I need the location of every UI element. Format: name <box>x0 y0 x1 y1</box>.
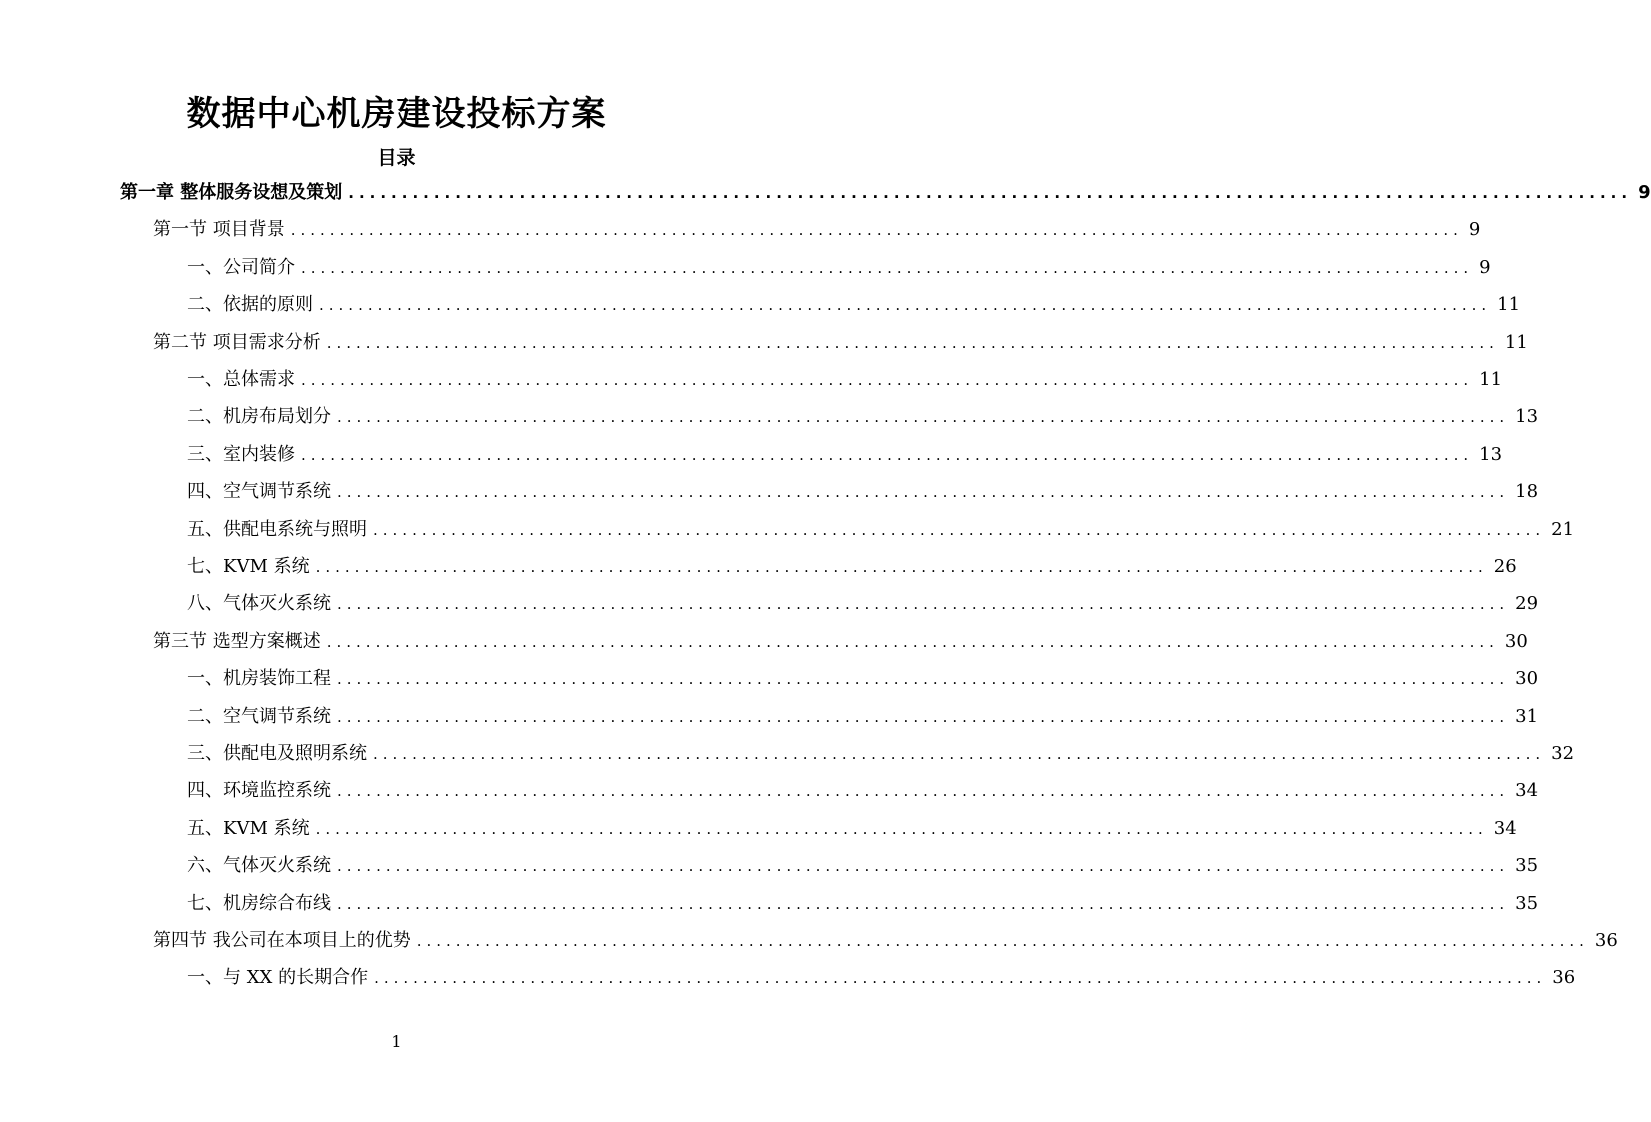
toc-dot-leader: ........................................................................................................................ <box>337 670 1510 689</box>
toc-dot-leader: ........................................................................................................................ <box>337 707 1510 726</box>
toc-entry[interactable] <box>187 552 1517 582</box>
toc-dot-leader: ........................................................................................................................ <box>319 296 1492 315</box>
toc-entry-title: 一、总体需求 <box>187 369 295 390</box>
toc-dot-leader: ........................................................................................................................ <box>337 408 1510 427</box>
toc-entry-page: 11 <box>1504 331 1528 353</box>
toc-entry[interactable] <box>153 926 1618 956</box>
page-number: 1 <box>391 1032 402 1051</box>
toc-entry-title: 八、气体灭火系统 <box>187 593 331 615</box>
toc-entry[interactable] <box>187 290 1521 320</box>
toc-dot-leader: ........................................................................................................................ <box>301 371 1474 389</box>
toc-entry-page: 32 <box>1551 743 1575 764</box>
toc-entry-title: 第二节 项目需求分析 <box>153 331 321 353</box>
toc-entry-title: 七、机房综合布线 <box>187 892 331 914</box>
toc-entry[interactable] <box>187 814 1517 844</box>
toc-entry-title: 四、环境监控系统 <box>187 780 331 802</box>
toc-entry-page: 11 <box>1479 369 1503 390</box>
toc-dot-leader: ........................................................................................................................ <box>326 632 1499 651</box>
toc-entry-page: 31 <box>1515 705 1539 727</box>
toc-entry-title: 一、与 XX 的长期合作 <box>187 967 369 989</box>
toc-dot-leader: ........................................................................................................................ <box>337 483 1510 502</box>
toc-entry-page: 9 <box>1468 219 1481 241</box>
toc-entry[interactable] <box>187 851 1539 881</box>
toc-entry[interactable] <box>187 889 1539 919</box>
toc-heading: 目录 <box>377 147 416 169</box>
toc-entry-title: 六、气体灭火系统 <box>187 855 331 877</box>
toc-entry[interactable] <box>187 963 1576 993</box>
document-title: 数据中心机房建设投标方案 <box>186 94 607 134</box>
toc-dot-leader: ........................................................................................................................ <box>373 745 1546 763</box>
toc-entry-title: 一、公司简介 <box>187 256 295 278</box>
toc-entry[interactable] <box>187 253 1491 283</box>
toc-entry[interactable] <box>187 515 1575 545</box>
toc-dot-leader: ........................................................................................................................ <box>337 782 1510 801</box>
toc-entry[interactable] <box>187 477 1539 507</box>
toc-entry-title: 第四节 我公司在本项目上的优势 <box>153 930 411 951</box>
toc-entry-title: 七、KVM 系统 <box>187 556 310 577</box>
toc-entry-title: 二、空气调节系统 <box>187 705 331 727</box>
toc-entry-page: 9 <box>1638 182 1651 203</box>
toc-entry-page: 36 <box>1552 967 1576 989</box>
toc-entry[interactable] <box>120 178 1651 208</box>
toc-dot-leader: ........................................................................................................................ <box>315 558 1488 576</box>
toc-dot-leader: ........................................................................................................................ <box>337 595 1510 614</box>
toc-entry-page: 30 <box>1515 668 1539 690</box>
toc-entry-title: 四、空气调节系统 <box>187 481 331 503</box>
toc-entry-page: 13 <box>1479 443 1503 465</box>
toc-entry-title: 第一节 项目背景 <box>153 219 285 241</box>
toc-entry-page: 18 <box>1515 481 1539 503</box>
toc-entry[interactable] <box>153 328 1528 358</box>
toc-entry[interactable] <box>187 402 1539 432</box>
toc-dot-leader: ........................................................................................................................ <box>290 221 1463 240</box>
toc-entry-page: 21 <box>1551 518 1575 540</box>
toc-entry-title: 二、依据的原则 <box>187 294 313 316</box>
toc-entry[interactable] <box>187 589 1539 619</box>
toc-entry[interactable] <box>187 776 1539 806</box>
toc-entry[interactable] <box>153 627 1528 657</box>
toc-entry-page: 30 <box>1504 630 1528 652</box>
toc-dot-leader: ........................................................................................................................ <box>337 857 1510 876</box>
toc-dot-leader: ........................................................................................................................ <box>337 894 1510 913</box>
toc-entry-page: 9 <box>1479 256 1491 278</box>
toc-entry[interactable] <box>187 440 1503 470</box>
toc-dot-leader: ........................................................................................................................ <box>301 258 1474 277</box>
toc-entry-page: 29 <box>1515 593 1539 615</box>
toc-entry-title: 三、室内装修 <box>187 443 295 465</box>
toc-entry-page: 36 <box>1594 930 1618 951</box>
toc-entry-title: 第一章 整体服务设想及策划 <box>120 182 343 203</box>
toc-dot-leader: ........................................................................................................................ <box>416 932 1589 950</box>
toc-entry-title: 五、KVM 系统 <box>187 817 310 839</box>
toc-entry-page: 34 <box>1515 780 1539 802</box>
toc-entry-page: 11 <box>1497 294 1521 316</box>
toc-entry-title: 二、机房布局划分 <box>187 406 331 428</box>
toc-entry-title: 三、供配电及照明系统 <box>187 743 367 764</box>
toc-entry[interactable] <box>153 215 1481 245</box>
toc-dot-leader: ........................................................................................................................ <box>315 819 1488 838</box>
toc-dot-leader: ........................................................................................................................ <box>326 333 1499 352</box>
toc-entry[interactable] <box>187 664 1539 694</box>
toc-entry-page: 34 <box>1493 817 1517 839</box>
toc-entry[interactable] <box>187 702 1539 732</box>
toc-dot-leader: ........................................................................................................................ <box>373 520 1546 539</box>
toc-dot-leader: ........................................................................................................................ <box>301 445 1474 464</box>
toc-entry-title: 五、供配电系统与照明 <box>187 518 367 540</box>
toc-entry[interactable] <box>187 739 1575 769</box>
toc-entry-page: 26 <box>1493 556 1517 577</box>
toc-entry-title: 一、机房装饰工程 <box>187 668 331 690</box>
toc-dot-leader: ........................................................................................................................ <box>374 969 1547 988</box>
toc-dot-leader: ........................................................................................................................ <box>348 184 1633 202</box>
toc-entry[interactable] <box>187 365 1503 395</box>
toc-entry-page: 13 <box>1515 406 1539 428</box>
toc-entry-page: 35 <box>1515 855 1539 877</box>
toc-entry-page: 35 <box>1515 892 1539 914</box>
toc-entry-title: 第三节 选型方案概述 <box>153 630 321 652</box>
